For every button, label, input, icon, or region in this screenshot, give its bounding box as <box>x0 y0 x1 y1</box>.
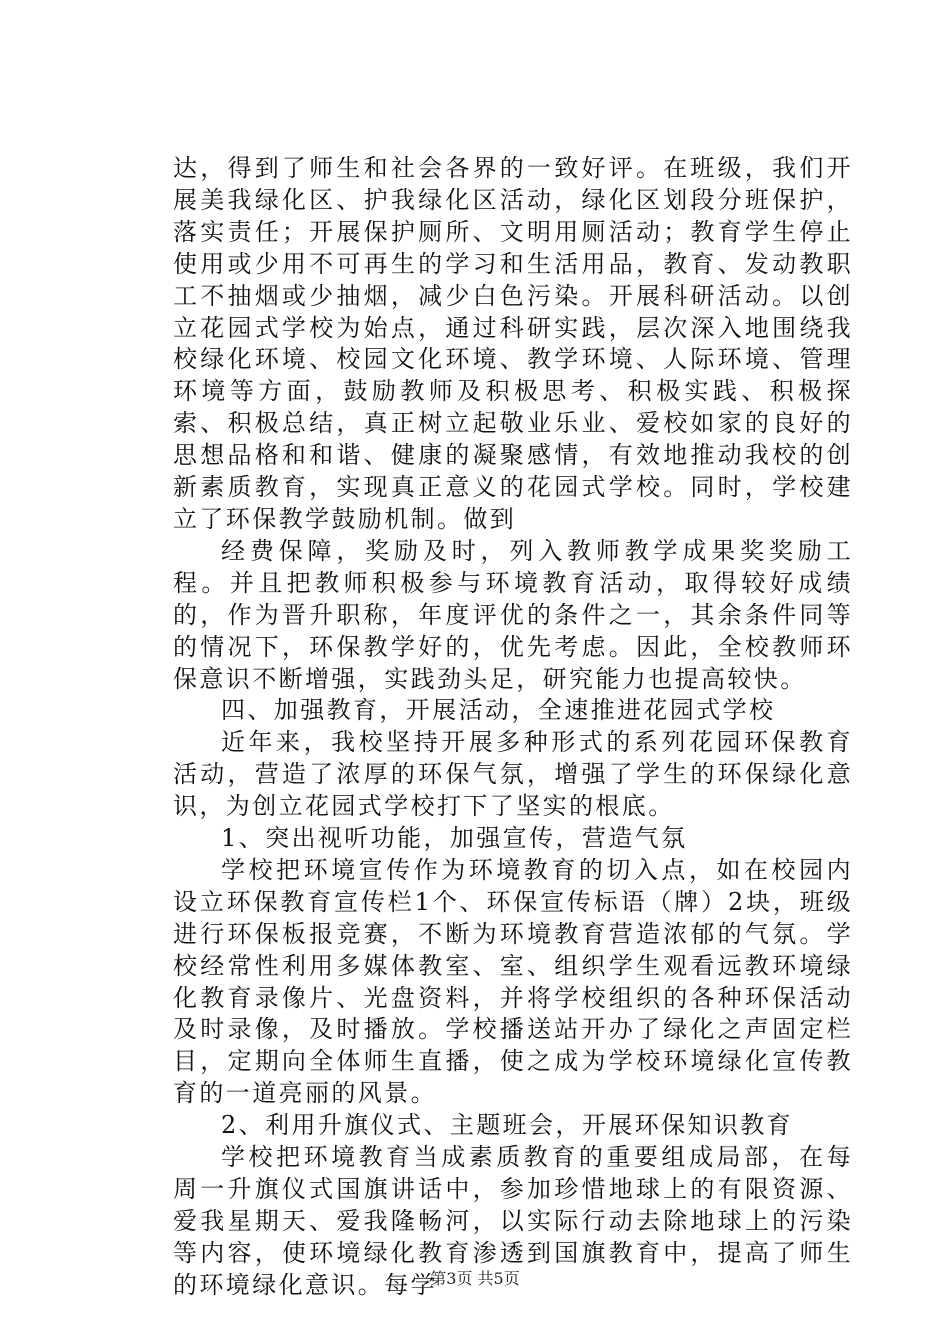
paragraph-1: 达，得到了师生和社会各界的一致好评。在班级，我们开展美我绿化区、护我绿化区活动，绿化区划段分班保护，落实责任；开展保护厕所、文明用厕活动；教育学生停止使用或少用不可再生的学习和生活用品，教育、发动教职工不抽烟或少抽烟，减少白色污染。开展科研活动。以创立花园式学校为始点，通过科研实践，层次深入地围绕我校绿化环境、校园文化环境、教学环境、人际环境、管理环境等方面，鼓励教师及积极思考、积极实践、积极探索、积极总结，真正树立起敬业乐业、爱校如家的良好的思想品格和和谐、健康的凝聚感情，有效地推动我校的创新素质教育，实现真正意义的花园式学校。同时，学校建立了环保教学鼓励机制。做到 <box>173 154 853 533</box>
section-heading-4: 四、加强教育，开展活动，全速推进花园式学校 <box>221 696 776 725</box>
subheading-2: 2、利用升旗仪式、主题班会，开展环保知识教育 <box>221 1111 794 1140</box>
paragraph-2: 经费保障，奖励及时，列入教师教学成果奖奖励工程。并且把教师积极参与环境教育活动，取得较好成绩的，作为晋升职称，年度评优的条件之一，其余条件同等的情况下，环保教学好的，优先考虑。因此，全校教师环保意识不断增强，实践劲头足，研究能力也提高较快。 <box>173 536 853 693</box>
paragraph-3: 近年来，我校坚持开展多种形式的系列花园环保教育活动，营造了浓厚的环保气氛，增强了学生的环保绿化意识，为创立花园式学校打下了坚实的根底。 <box>173 728 853 821</box>
subheading-1: 1、突出视听功能，加强宣传，营造气氛 <box>221 824 688 853</box>
page-number-footer: 第3页 共5页 <box>430 1269 520 1288</box>
document-body <box>173 153 853 1302</box>
paragraph-5: 学校把环境教育当成素质教育的重要组成局部，在每周一升旗仪式国旗讲话中，参加珍惜地球上的有限资源、爱我星期天、爱我隆畅河，以实际行动去除地球上的污染等内容，使环境绿化教育渗透到国旗教育中，提高了师生的环境绿化意识。每学 <box>173 1143 853 1299</box>
paragraph-4: 学校把环境宣传作为环境教育的切入点，如在校园内设立环保教育宣传栏1个、环保宣传标语（牌）2块，班级进行环保板报竞赛，不断为环境教育营造浓郁的气氛。学校经常性利用多媒体教室、室、组织学生观看远教环境绿化教育录像片、光盘资料，并将学校组织的各种环保活动及时录像，及时播放。学校播送站开办了绿化之声固定栏目，定期向全体师生直播，使之成为学校环境绿化宣传教育的一道亮丽的风景。 <box>173 855 853 1108</box>
